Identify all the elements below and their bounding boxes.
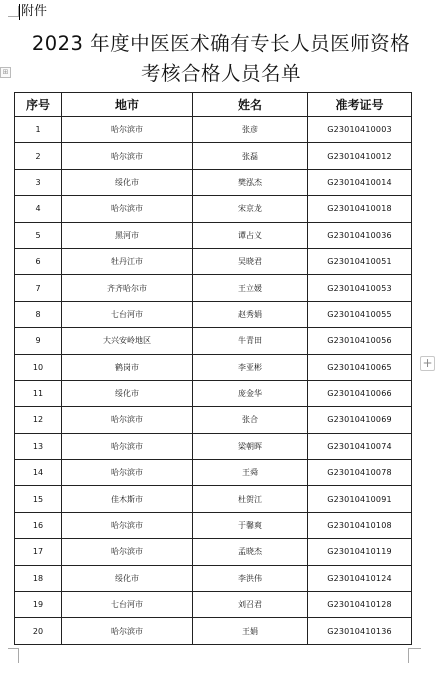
row-city[interactable]: 绥化市 bbox=[62, 169, 193, 195]
row-seq[interactable]: 9 bbox=[15, 328, 62, 354]
row-seq[interactable]: 11 bbox=[15, 380, 62, 406]
row-name[interactable]: 张合 bbox=[193, 407, 308, 433]
row-city[interactable]: 七台河市 bbox=[62, 301, 193, 327]
table-row bbox=[15, 539, 412, 565]
document-title-line-2[interactable]: 考核合格人员名单 bbox=[140, 62, 301, 85]
row-seq[interactable]: 4 bbox=[15, 196, 62, 222]
row-name[interactable]: 孟晓杰 bbox=[193, 539, 308, 565]
row-seq[interactable]: 13 bbox=[15, 433, 62, 459]
row-name[interactable]: 张彦 bbox=[193, 117, 308, 143]
row-city[interactable]: 佳木斯市 bbox=[62, 486, 193, 512]
row-name[interactable]: 宋京龙 bbox=[193, 196, 308, 222]
attachment-label[interactable]: 附件 bbox=[21, 4, 48, 19]
table-row bbox=[15, 486, 412, 512]
row-seq[interactable]: 17 bbox=[15, 539, 62, 565]
row-seq[interactable]: 12 bbox=[15, 407, 62, 433]
row-cert-no[interactable]: G23010410108 bbox=[308, 512, 412, 538]
row-seq[interactable]: 2 bbox=[15, 143, 62, 169]
table-row bbox=[15, 592, 412, 618]
row-name[interactable]: 李亚彬 bbox=[193, 354, 308, 380]
table-row bbox=[15, 328, 412, 354]
row-cert-no[interactable]: G23010410053 bbox=[308, 275, 412, 301]
table-row bbox=[15, 301, 412, 327]
row-cert-no[interactable]: G23010410069 bbox=[308, 407, 412, 433]
row-city[interactable]: 绥化市 bbox=[62, 565, 193, 591]
row-cert-no[interactable]: G23010410036 bbox=[308, 222, 412, 248]
row-city[interactable]: 哈尔滨市 bbox=[62, 512, 193, 538]
plus-icon[interactable]: + bbox=[420, 356, 435, 371]
table-row bbox=[15, 618, 412, 644]
table-row bbox=[15, 275, 412, 301]
row-seq[interactable]: 18 bbox=[15, 565, 62, 591]
row-cert-no[interactable]: G23010410128 bbox=[308, 592, 412, 618]
row-city[interactable]: 哈尔滨市 bbox=[62, 539, 193, 565]
row-name[interactable]: 张磊 bbox=[193, 143, 308, 169]
table-row bbox=[15, 169, 412, 195]
header-cert-no[interactable]: 准考证号 bbox=[308, 93, 412, 117]
table-move-handle-icon[interactable]: ⊞ bbox=[0, 67, 11, 78]
row-cert-no[interactable]: G23010410066 bbox=[308, 380, 412, 406]
row-city[interactable]: 哈尔滨市 bbox=[62, 143, 193, 169]
row-cert-no[interactable]: G23010410051 bbox=[308, 248, 412, 274]
row-name[interactable]: 谭占义 bbox=[193, 222, 308, 248]
text-cursor bbox=[19, 4, 20, 20]
row-cert-no[interactable]: G23010410056 bbox=[308, 328, 412, 354]
row-name[interactable]: 梁朝晖 bbox=[193, 433, 308, 459]
row-city[interactable]: 哈尔滨市 bbox=[62, 618, 193, 644]
row-name[interactable]: 刘召君 bbox=[193, 592, 308, 618]
row-seq[interactable]: 19 bbox=[15, 592, 62, 618]
row-city[interactable]: 哈尔滨市 bbox=[62, 460, 193, 486]
row-name[interactable]: 于馨爽 bbox=[193, 512, 308, 538]
row-seq[interactable]: 16 bbox=[15, 512, 62, 538]
row-cert-no[interactable]: G23010410003 bbox=[308, 117, 412, 143]
row-cert-no[interactable]: G23010410014 bbox=[308, 169, 412, 195]
table-row bbox=[15, 460, 412, 486]
row-city[interactable]: 哈尔滨市 bbox=[62, 117, 193, 143]
table-row bbox=[15, 407, 412, 433]
row-city[interactable]: 黑河市 bbox=[62, 222, 193, 248]
header-name[interactable]: 姓名 bbox=[193, 93, 308, 117]
row-seq[interactable]: 14 bbox=[15, 460, 62, 486]
crop-mark-bottom-left bbox=[8, 648, 19, 663]
row-city[interactable]: 大兴安岭地区 bbox=[62, 328, 193, 354]
table-row bbox=[15, 196, 412, 222]
row-cert-no[interactable]: G23010410091 bbox=[308, 486, 412, 512]
row-cert-no[interactable]: G23010410055 bbox=[308, 301, 412, 327]
table-row bbox=[15, 222, 412, 248]
row-cert-no[interactable]: G23010410124 bbox=[308, 565, 412, 591]
row-name[interactable]: 杜贺江 bbox=[193, 486, 308, 512]
row-city[interactable]: 七台河市 bbox=[62, 592, 193, 618]
row-cert-no[interactable]: G23010410074 bbox=[308, 433, 412, 459]
row-seq[interactable]: 15 bbox=[15, 486, 62, 512]
row-name[interactable]: 王立媛 bbox=[193, 275, 308, 301]
row-cert-no[interactable]: G23010410012 bbox=[308, 143, 412, 169]
row-city[interactable]: 哈尔滨市 bbox=[62, 196, 193, 222]
row-seq[interactable]: 1 bbox=[15, 117, 62, 143]
row-seq[interactable]: 20 bbox=[15, 618, 62, 644]
crop-mark-top-left bbox=[8, 6, 19, 17]
roster-table[interactable] bbox=[14, 92, 412, 645]
table-row bbox=[15, 565, 412, 591]
header-city[interactable]: 地市 bbox=[62, 93, 193, 117]
row-city[interactable]: 牡丹江市 bbox=[62, 248, 193, 274]
row-cert-no[interactable]: G23010410065 bbox=[308, 354, 412, 380]
row-city[interactable]: 哈尔滨市 bbox=[62, 407, 193, 433]
row-cert-no[interactable]: G23010410078 bbox=[308, 460, 412, 486]
row-seq[interactable]: 5 bbox=[15, 222, 62, 248]
row-seq[interactable]: 3 bbox=[15, 169, 62, 195]
table-row bbox=[15, 248, 412, 274]
row-city[interactable]: 齐齐哈尔市 bbox=[62, 275, 193, 301]
row-cert-no[interactable]: G23010410119 bbox=[308, 539, 412, 565]
table-row bbox=[15, 143, 412, 169]
row-cert-no[interactable]: G23010410018 bbox=[308, 196, 412, 222]
row-name[interactable]: 樊泓杰 bbox=[193, 169, 308, 195]
row-seq[interactable]: 8 bbox=[15, 301, 62, 327]
table-row bbox=[15, 380, 412, 406]
header-seq[interactable]: 序号 bbox=[15, 93, 62, 117]
table-row bbox=[15, 354, 412, 380]
row-name[interactable]: 李洪伟 bbox=[193, 565, 308, 591]
table-row bbox=[15, 117, 412, 143]
crop-mark-bottom-right bbox=[408, 648, 421, 663]
row-city[interactable]: 鹤岗市 bbox=[62, 354, 193, 380]
row-name[interactable]: 庞金华 bbox=[193, 380, 308, 406]
row-name[interactable]: 王舜 bbox=[193, 460, 308, 486]
row-name[interactable]: 王娟 bbox=[193, 618, 308, 644]
row-name[interactable]: 赵秀娟 bbox=[193, 301, 308, 327]
table-header-row bbox=[15, 93, 412, 117]
row-name[interactable]: 牛青田 bbox=[193, 328, 308, 354]
row-city[interactable]: 绥化市 bbox=[62, 380, 193, 406]
document-title-line-1[interactable]: 2023 年度中医医术确有专长人员医师资格 bbox=[31, 32, 411, 55]
row-seq[interactable]: 10 bbox=[15, 354, 62, 380]
table-row bbox=[15, 433, 412, 459]
row-seq[interactable]: 6 bbox=[15, 248, 62, 274]
table-row bbox=[15, 512, 412, 538]
row-cert-no[interactable]: G23010410136 bbox=[308, 618, 412, 644]
row-name[interactable]: 吴晓君 bbox=[193, 248, 308, 274]
row-city[interactable]: 哈尔滨市 bbox=[62, 433, 193, 459]
row-seq[interactable]: 7 bbox=[15, 275, 62, 301]
